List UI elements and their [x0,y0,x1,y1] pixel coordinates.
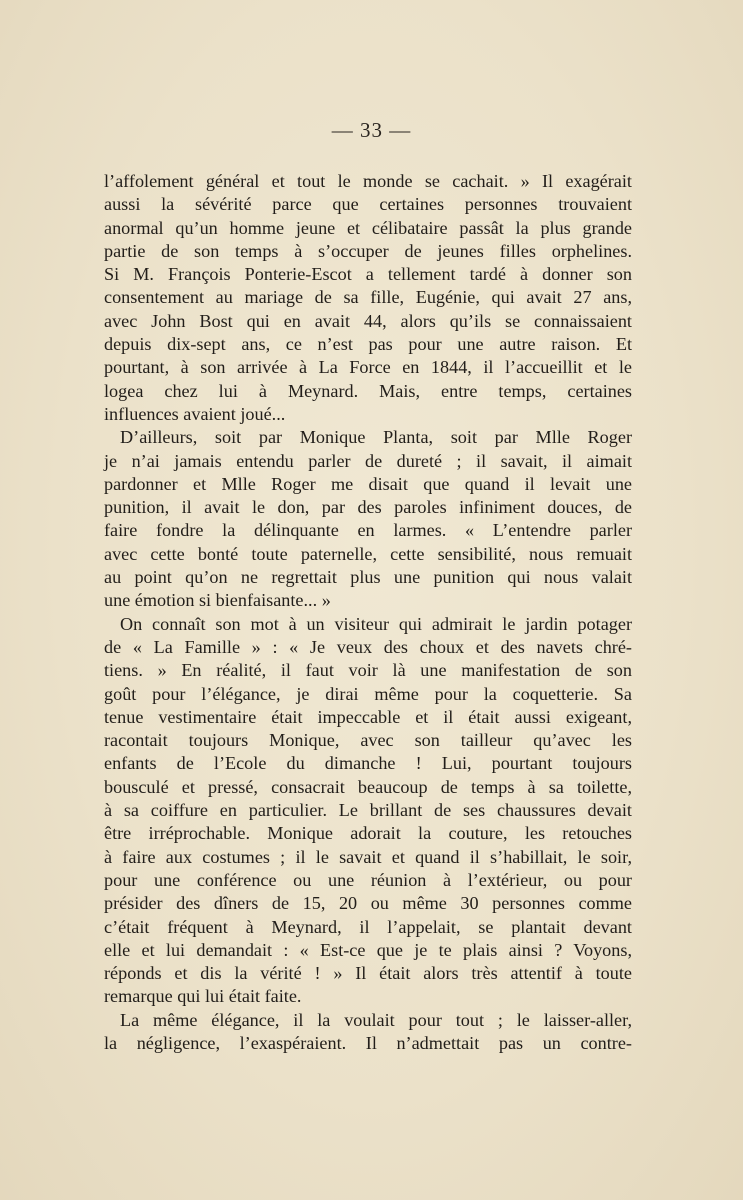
text-line: aussi la sévérité parce que certaines personnes trouvaient [104,194,632,215]
text-line: à sa coiffure en particulier. Le brillant de ses chaussures devait [104,800,632,821]
text-line: pour une conférence ou une réunion à l’extérieur, ou pour [104,869,632,890]
text-line: pardonner et Mlle Roger me disait que quand il levait une [104,473,632,494]
text-line: Si M. François Ponterie-Escot a tellement tardé à donner son [104,264,632,285]
text-line: goût pour l’élégance, je dirai même pour la coquetterie. Sa [104,683,632,704]
text-line: avec John Bost qui en avait 44, alors qu’ils se connaissaient [104,310,632,331]
text-line: consentement au mariage de sa fille, Eugénie, qui avait 27 ans, [104,287,632,308]
text-line: punition, il avait le don, par des paroles infiniment douces, de [104,497,632,518]
text-line: partie de son temps à s’occuper de jeunes filles orphelines. [104,240,632,261]
text-line: remarque qui lui était faite. [104,986,302,1007]
text-line: La même élégance, il la voulait pour tout ; le laisser-aller, [120,1009,632,1030]
text-line: depuis dix-sept ans, ce n’est pas pour une autre raison. Et [104,334,632,355]
text-line: l’affolement général et tout le monde se cachait. » Il exagérait [104,171,632,191]
text-line: présider des dîners de 15, 20 ou même 30 personnes comme [104,893,632,914]
text-line: une émotion si bienfaisante... » [104,590,331,611]
text-line: de « La Famille » : « Je veux des choux et des navets chré- [104,636,632,657]
text-line: réponds et dis la vérité ! » Il était alors très attentif à toute [104,963,632,984]
page-number: — 33 — [331,118,412,142]
text-line: logea chez lui à Meynard. Mais, entre temps, certaines [104,380,632,401]
text-line: être irréprochable. Monique adorait la couture, les retouches [104,823,632,844]
text-line: anormal qu’un homme jeune et célibataire passât la plus grande [104,217,632,238]
text-line: bousculé et pressé, consacrait beaucoup de temps à sa toilette, [104,776,632,797]
text-line: enfants de l’Ecole du dimanche ! Lui, pourtant toujours [104,753,632,774]
text-line: pourtant, à son arrivée à La Force en 1844, il l’accueillit et le [104,357,632,378]
text-line: D’ailleurs, soit par Monique Planta, soit par Mlle Roger [120,427,632,448]
text-line: tenue vestimentaire était impeccable et il était aussi exigeant, [104,706,632,727]
text-line: influences avaient joué... [104,403,286,424]
text-line: je n’ai jamais entendu parler de dureté ; il savait, il aimait [104,450,632,471]
text-line: à faire aux costumes ; il le savait et quand il s’habillait, le soir, [104,846,632,867]
text-line: faire fondre la délinquante en larmes. « L’entendre parler [104,520,632,541]
text-line: la négligence, l’exaspéraient. Il n’admettait pas un contre- [104,1032,632,1053]
text-line: On connaît son mot à un visiteur qui admirait le jardin potager [120,613,632,634]
text-line: tiens. » En réalité, il faut voir là une manifestation de son [104,660,632,681]
text-line: racontait toujours Monique, avec son tailleur qu’avec les [104,730,632,751]
body-text [104,170,632,1055]
text-line: au point qu’on ne regrettait plus une punition qui nous valait [104,567,632,588]
text-line: c’était fréquent à Meynard, il l’appelait, se plantait devant [104,916,632,937]
text-line: elle et lui demandait : « Est-ce que je te plais ainsi ? Voyons, [104,939,632,960]
text-line: avec cette bonté toute paternelle, cette sensibilité, nous remuait [104,543,632,564]
